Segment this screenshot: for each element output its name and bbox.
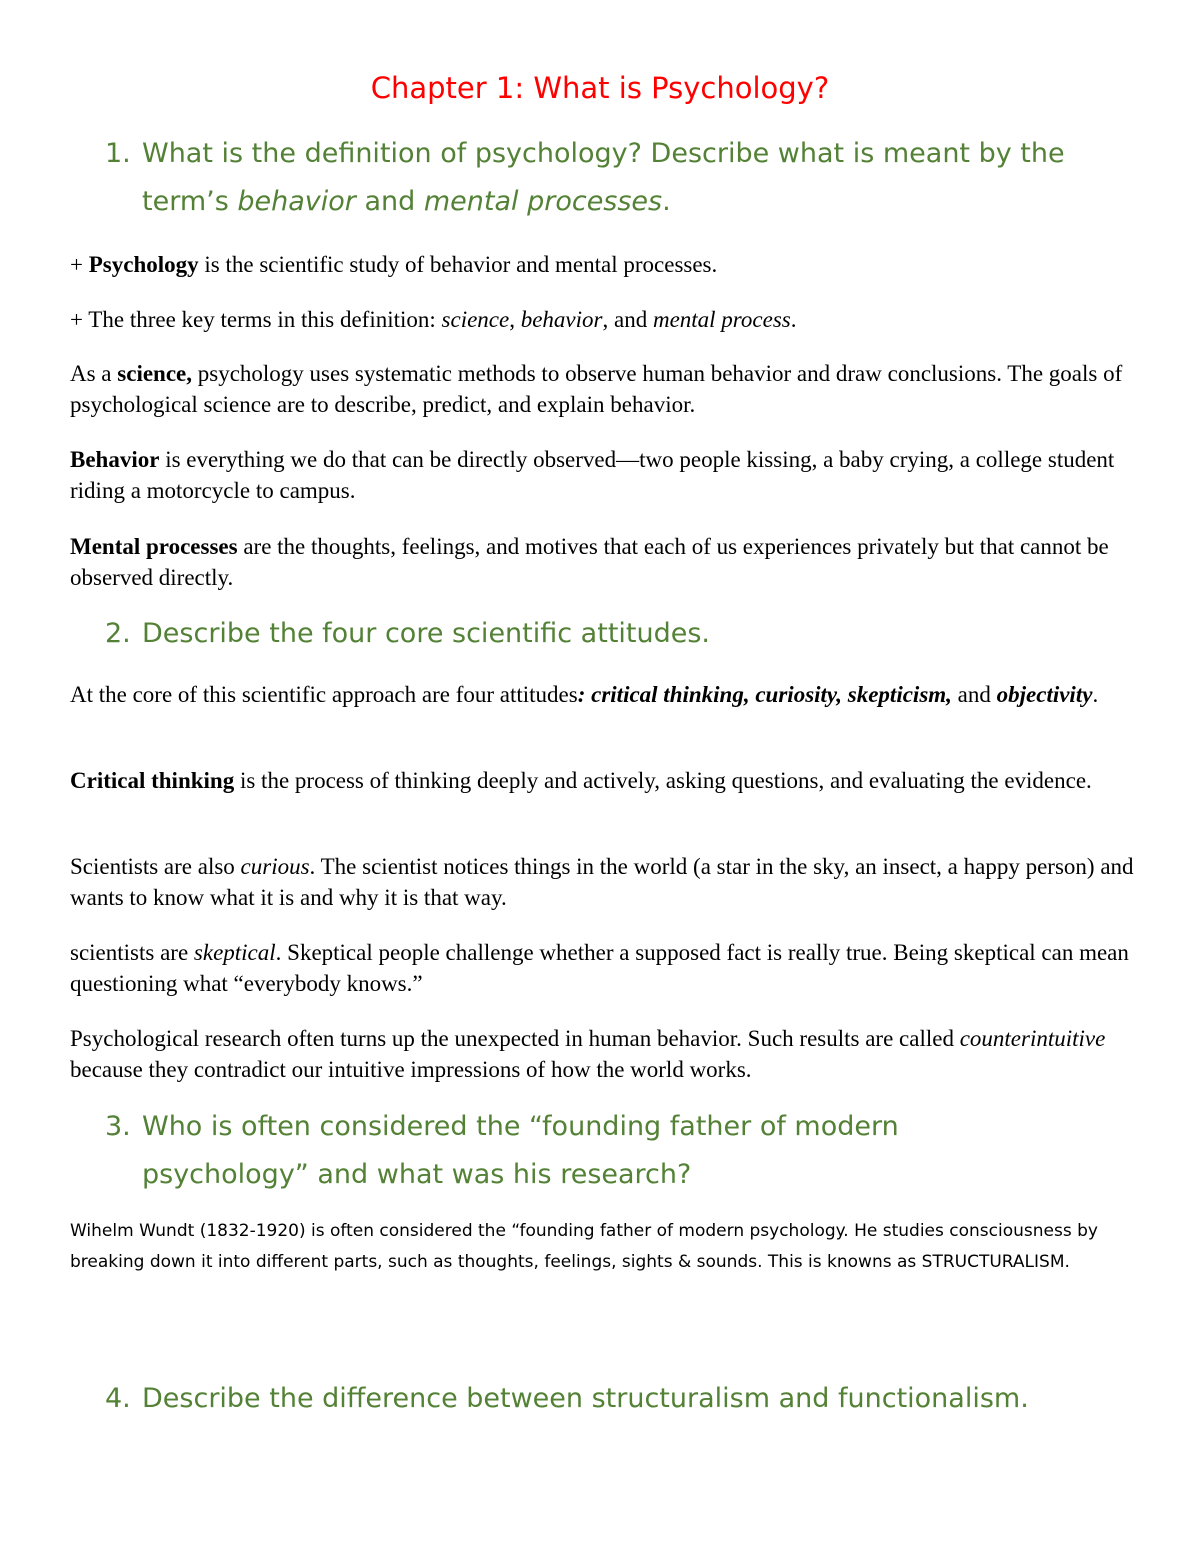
paragraph-key-terms: + The three key terms in this definition: science, behavior, and mental process. [70, 307, 797, 332]
question-2-heading [105, 610, 1145, 658]
question-number: 3. [105, 1111, 131, 1142]
question-text: Who is often considered the “founding father of modern psychology” and what was his research? [142, 1111, 899, 1190]
paragraph-mental-processes: Mental processes are the thoughts, feelings, and motives that each of us experiences privately but that cannot be observed directly. [70, 534, 1109, 590]
question-text: Describe the difference between structuralism and functionalism. [142, 1383, 1029, 1414]
paragraph-wundt: Wihelm Wundt (1832-1920) is often considered the “founding father of modern psychology. He studies consciousness by breaking down it into different parts, such as thoughts, feelings, sights & sounds. This is knowns as STRUCTURALISM. [70, 1221, 1098, 1272]
paragraph-counterintuitive: Psychological research often turns up the unexpected in human behavior. Such results are called counterintuitive because they contradict our intuitive impressions of how the world works. [70, 1026, 1106, 1082]
question-number: 1. [105, 138, 131, 169]
question-text: What is the definition of psychology? Describe what is meant by the term’s behavior and mental processes. [142, 138, 1065, 217]
question-4-heading [105, 1375, 1145, 1423]
question-3-heading [105, 1103, 1145, 1199]
paragraph-science: As a science, psychology uses systematic methods to observe human behavior and draw conclusions. The goals of psychological science are to describe, predict, and explain behavior. [70, 361, 1123, 417]
chapter-title: Chapter 1: What is Psychology? [370, 71, 830, 105]
paragraph-critical-thinking: Critical thinking is the process of thinking deeply and actively, asking questions, and evaluating the evidence. [70, 768, 1092, 793]
paragraph-behavior: Behavior is everything we do that can be directly observed—two people kissing, a baby crying, a college student riding a motorcycle to campus. [70, 447, 1115, 503]
question-1-heading [105, 130, 1145, 226]
paragraph-psychology-definition: + Psychology is the scientific study of behavior and mental processes. [70, 252, 718, 277]
paragraph-four-attitudes: At the core of this scientific approach are four attitudes: critical thinking, curiosity, skepticism, and objectivity. [70, 682, 1099, 707]
paragraph-skeptical: scientists are skeptical. Skeptical people challenge whether a supposed fact is really true. Being skeptical can mean questioning what “everybody knows.” [70, 940, 1129, 996]
question-number: 4. [105, 1383, 131, 1414]
question-number: 2. [105, 618, 131, 649]
question-text: Describe the four core scientific attitudes. [142, 618, 711, 649]
paragraph-curious: Scientists are also curious. The scientist notices things in the world (a star in the sky, an insect, a happy person) and wants to know what it is and why it is that way. [70, 854, 1134, 910]
